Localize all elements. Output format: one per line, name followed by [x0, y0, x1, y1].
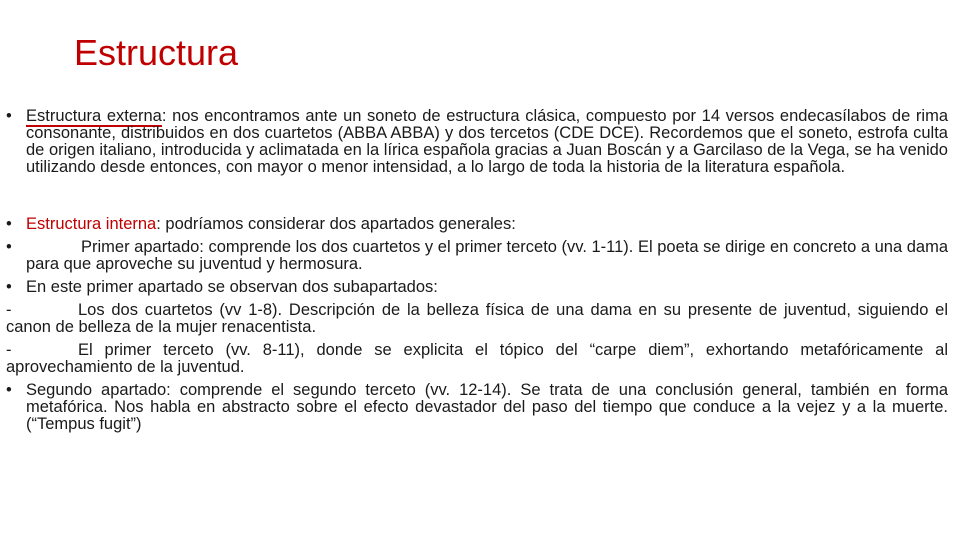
slide-title: Estructura: [74, 32, 239, 73]
segundo-apartado-item: [6, 382, 948, 433]
subapartados-text: En este primer apartado se observan dos subapartados:: [26, 278, 438, 296]
segundo-apartado-text: Segundo apartado: comprende el segundo terceto (vv. 12-14). Se trata de una conclusión general, también en forma metafórica. Nos habla en abstracto sobre el efecto devastador del paso del tiempo que conduce a la vejez y a la muerte. (“Tempus fugit”): [26, 381, 948, 433]
dash-marker: -: [6, 341, 12, 359]
terceto-item: [6, 342, 948, 376]
slide-content: [6, 108, 948, 433]
dash-marker: -: [6, 301, 12, 319]
estructura-externa-text: : nos encontramos ante un soneto de estructura clásica, compuesto por 14 versos endecasílabos de rima consonante, distribuidos en dos cuartetos (ABBA ABBA) y dos tercetos (CDE DCE). Recordemos que el soneto, estrofa culta de origen italiano, introducida y aclimatada en la lírica española gracias a Juan Boscán y a Garcilaso de la Vega, se ha venido utilizando desde entonces, con mayor o menor intensidad, a lo largo de toda la historia de la literatura española.: [26, 107, 948, 176]
estructura-interna-paragraph: [6, 216, 948, 233]
estructura-interna-text: : podríamos considerar dos apartados generales:: [156, 215, 516, 233]
subapartados-item: [6, 279, 948, 296]
primer-apartado-item: [6, 239, 948, 273]
terceto-text: El primer terceto (vv. 8-11), donde se explicita el tópico del “carpe diem”, exhortando metafóricamente al aprovechamiento de la juventud.: [6, 341, 948, 376]
estructura-externa-paragraph: [6, 108, 948, 176]
cuartetos-item: [6, 302, 948, 336]
estructura-interna-label: Estructura interna: [26, 215, 157, 233]
primer-apartado-text: Primer apartado: comprende los dos cuartetos y el primer terceto (vv. 1-11). El poeta se dirige en concreto a una dama para que aproveche su juventud y hermosura.: [26, 238, 948, 273]
cuartetos-text: Los dos cuartetos (vv 1-8). Descripción de la belleza física de una dama en su presente de juventud, siguiendo el canon de belleza de la mujer renacentista.: [6, 301, 948, 336]
estructura-externa-label: Estructura externa: [26, 107, 162, 125]
